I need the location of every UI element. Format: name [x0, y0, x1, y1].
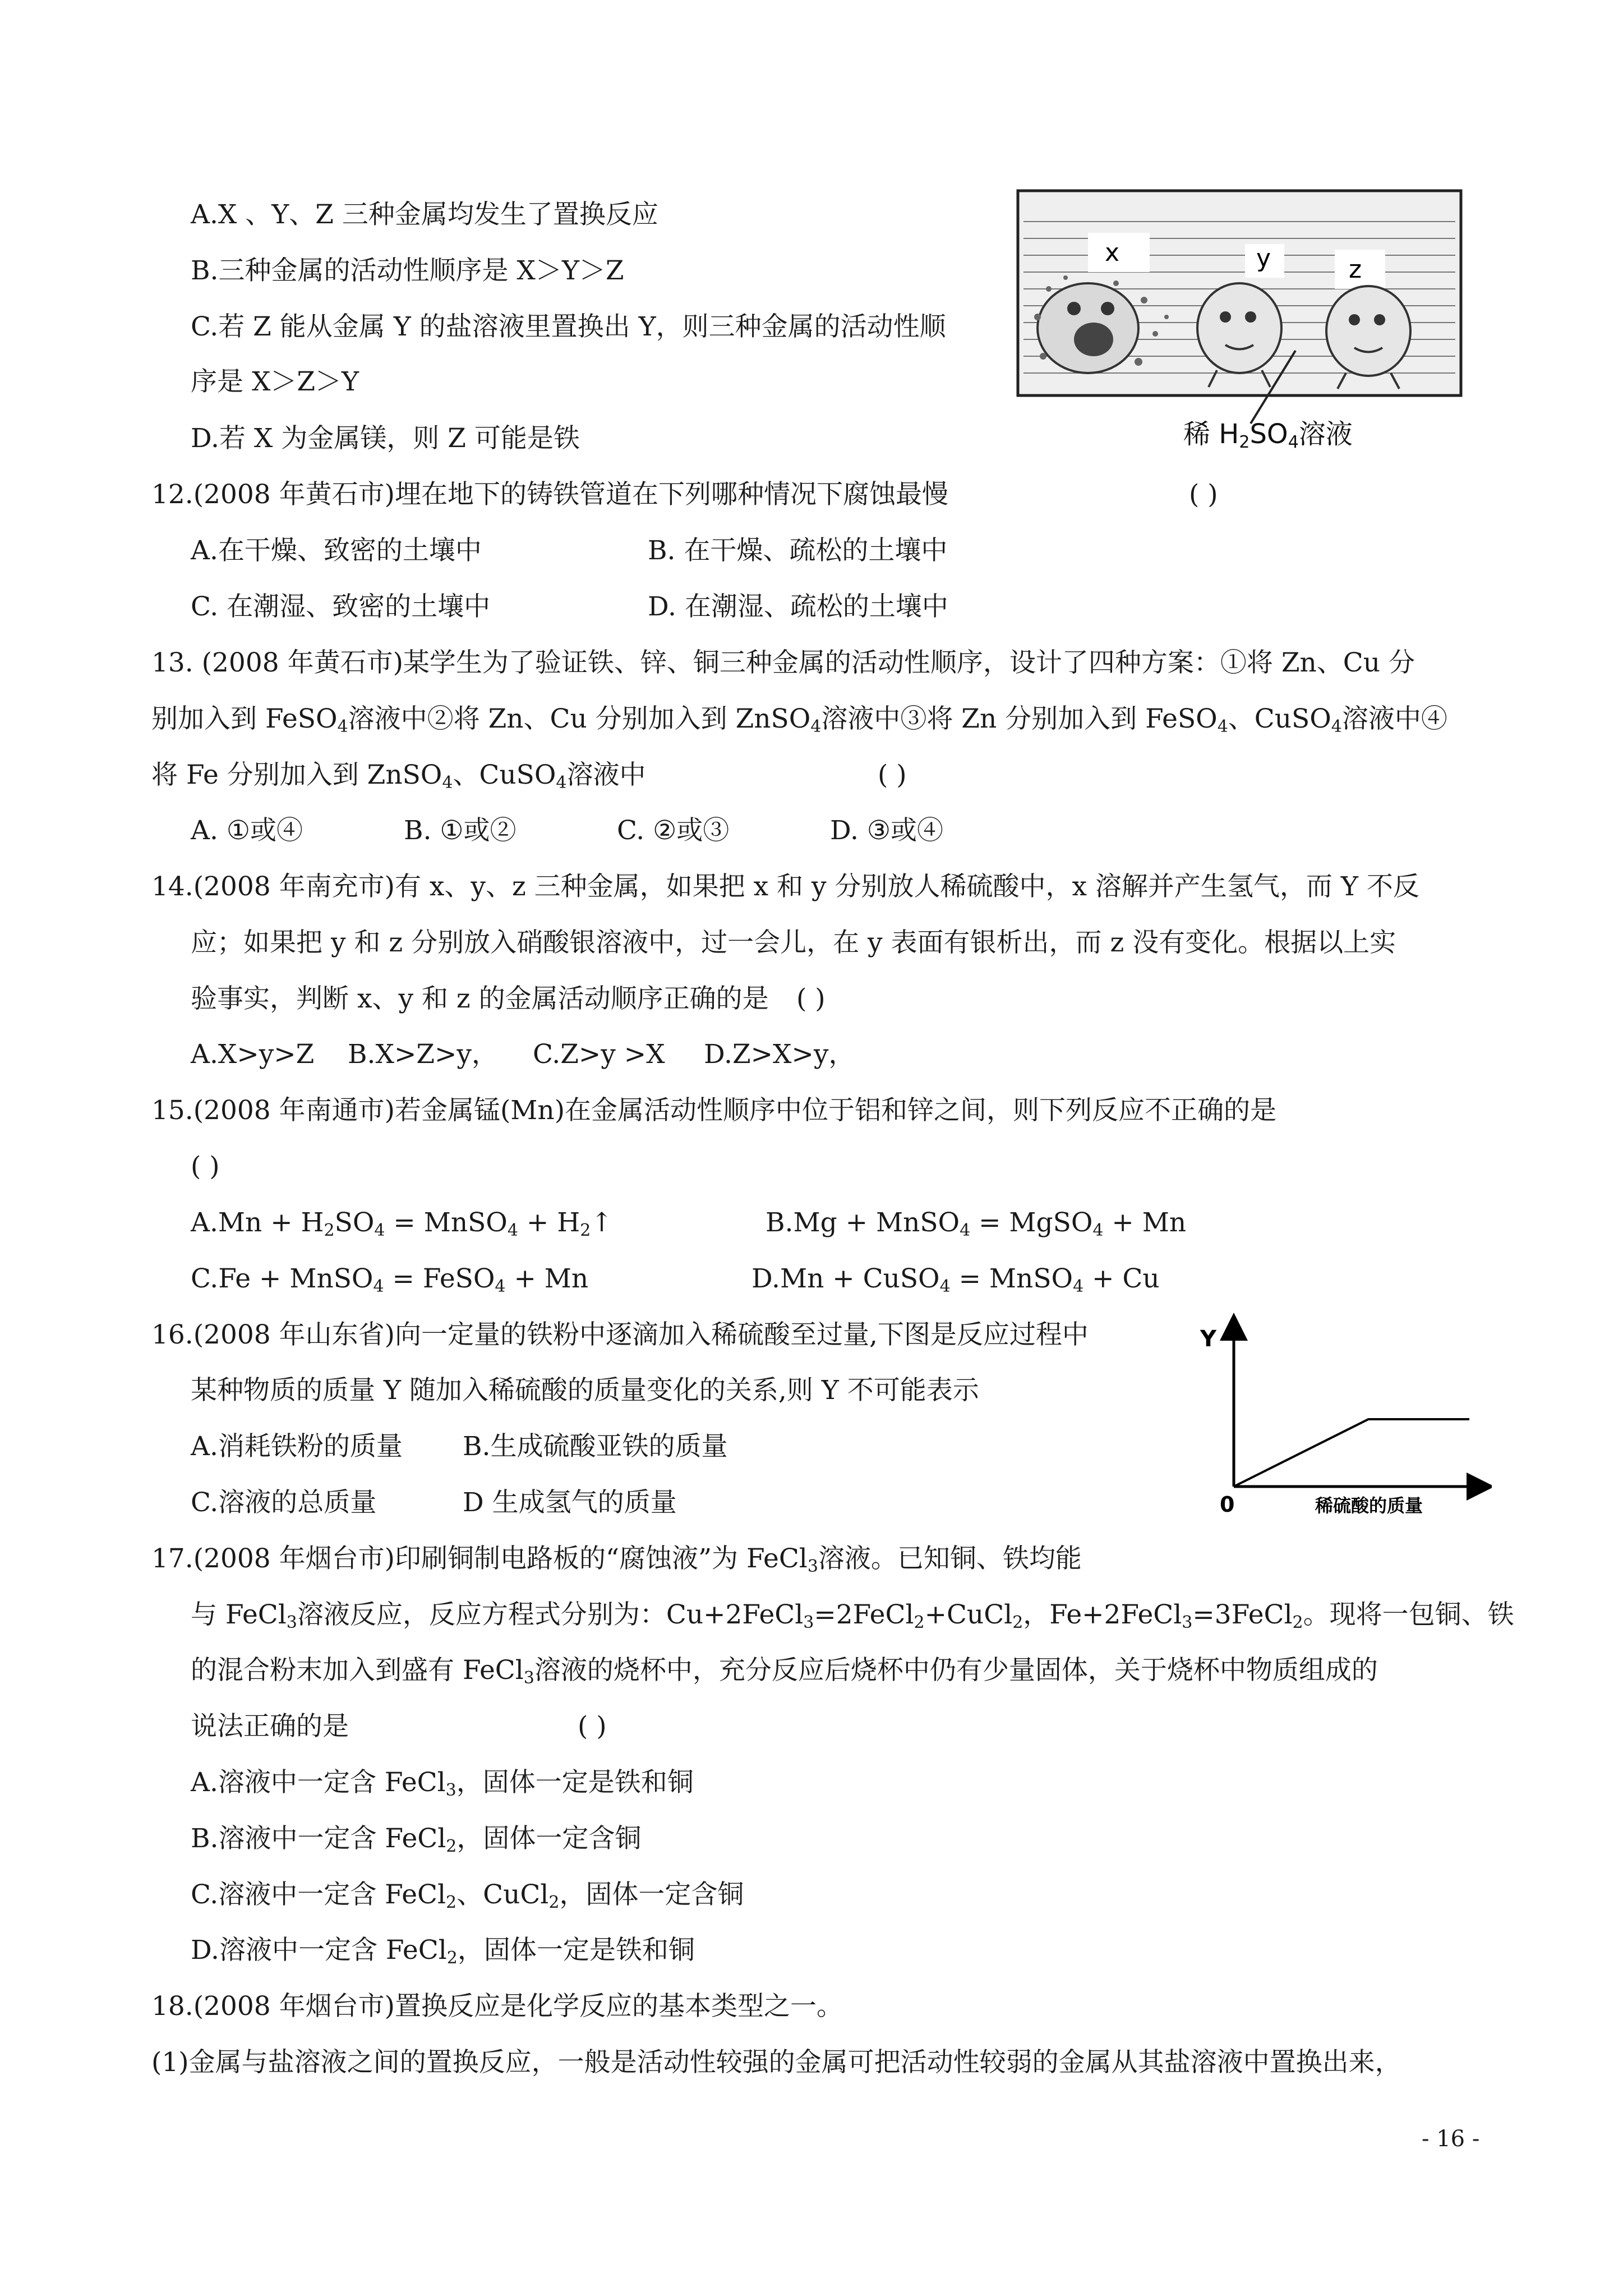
q13-line2: 别加入到 FeSO$_4$溶液中②将 Zn、Cu 分别加入到 ZnSO$_4$溶液中③将 Zn 分别加入到 FeSO$_4$、CuSO$_4$溶液中④ [151, 703, 1447, 737]
q15-option-a: $A.Mn + H_2SO_4$ = MnSO$_4$ + $H_2↑$ [191, 1207, 613, 1240]
graph-y-label: Y [1200, 1326, 1216, 1352]
q16-option-b: B.生成硫酸亚铁的质量 [463, 1431, 728, 1462]
q13-line1: 13. (2008 年黄石市)某学生为了验证铁、锌、铜三种金属的活动性顺序，设计了四种方案：①将 Zn、Cu 分 [151, 647, 1415, 678]
graph-origin-label: 0 [1220, 1492, 1235, 1517]
q16-line2: 某种物质的质量 Y 随加入稀硫酸的质量变化的关系,则 Y 不可能表示 [191, 1375, 979, 1406]
q11-option-b: B.三种金属的活动性顺序是 X＞Y＞Z [191, 255, 624, 286]
q16-option-a: A.消耗铁粉的质量 [191, 1431, 403, 1462]
q17-line2: 与 FeCl$_3$溶液反应，反应方程式分别为：Cu+2FeCl$_3$=2FeCl$_2$+CuCl$_2$，Fe+2FeCl$_3$=3FeCl$_2$。现将一包铜、铁 [191, 1599, 1514, 1632]
q17-line1: 17.(2008 年烟台市)印刷铜制电路板的“腐蚀液”为 FeCl$_3$溶液。已知铜、铁均能 [151, 1543, 1082, 1576]
q12-option-a: A.在干燥、致密的土壤中 [191, 535, 482, 566]
q11-option-a: A.X 、Y、Z 三种金属均发生了置换反应 [191, 199, 658, 230]
graph-x-label: 稀硫酸的质量 [1315, 1495, 1423, 1516]
metal-x-label: x [1105, 238, 1120, 267]
q17-line3: 的混合粉末加入到盛有 FeCl$_3$溶液的烧杯中，充分反应后烧杯中仍有少量固体，关于烧杯中物质组成的 [191, 1655, 1378, 1688]
q12-answer-bracket: ( ) [1189, 479, 1218, 510]
q13-line3: 将 Fe 分别加入到 ZnSO$_4$、CuSO$_4$溶液中 [151, 760, 646, 793]
q13-option-b: B. ①或② [404, 815, 517, 846]
acid-label: 稀 H2SO4溶液 [1183, 418, 1353, 452]
q15-option-d: D.Mn + CuSO$_4$ = MnSO$_4$ + Cu [751, 1263, 1160, 1296]
q18-line1: 18.(2008 年烟台市)置换反应是化学反应的基本类型之一。 [151, 1991, 843, 2022]
q16-graph [1200, 1313, 1492, 1526]
q14-option-d: D.Z>X>y， [704, 1039, 855, 1070]
q13-option-c: C. ②或③ [617, 815, 730, 846]
q15-option-c: C.Fe + MnSO$_4$ = FeSO$_4$ + Mn [191, 1263, 589, 1296]
q12-stem: 12.(2008 年黄石市)埋在地下的铸铁管道在下列哪种情况下腐蚀最慢 [151, 479, 948, 510]
q12-option-b: B. 在干燥、疏松的土壤中 [648, 535, 948, 566]
q13-option-d: D. ③或④ [830, 815, 944, 846]
q15-answer-bracket: ( ) [191, 1151, 220, 1182]
beaker-figure [1015, 188, 1464, 452]
q14-option-a: A.X>y>Z [191, 1039, 315, 1070]
q17-answer-bracket: ( ) [578, 1711, 607, 1742]
metal-y-label: y [1256, 244, 1271, 273]
q16-line1: 16.(2008 年山东省)向一定量的铁粉中逐滴加入稀硫酸至过量,下图是反应过程中 [151, 1319, 1089, 1350]
q14-option-b: B.X>Z>y， [348, 1039, 498, 1070]
q17-option-b: B.溶液中一定含 FeCl$_2$，固体一定含铜 [191, 1823, 642, 1856]
q17-option-c: C.溶液中一定含 FeCl$_2$、CuCl$_2$，固体一定含铜 [191, 1879, 744, 1912]
q16-option-d: D 生成氢气的质量 [463, 1487, 677, 1518]
q17-option-d: D.溶液中一定含 FeCl$_2$，固体一定是铁和铜 [191, 1935, 695, 1968]
q11-option-c-cont: 序是 X＞Z＞Y [191, 366, 359, 397]
q18-line2: (1)金属与盐溶液之间的置换反应，一般是活动性较强的金属可把活动性较弱的金属从其盐溶液中置换出来， [151, 2047, 1401, 2078]
q13-option-a: A. ①或④ [191, 815, 303, 846]
q13-answer-bracket: ( ) [878, 760, 907, 790]
q12-option-d: D. 在潮湿、疏松的土壤中 [648, 591, 948, 622]
q14-option-c: C.Z>y >X [533, 1039, 665, 1070]
q11-option-c: C.若 Z 能从金属 Y 的盐溶液里置换出 Y，则三种金属的活动性顺 [191, 311, 946, 342]
y-curve [1234, 1419, 1469, 1487]
metal-z-label: z [1349, 255, 1362, 284]
q17-option-a: A.溶液中一定含 FeCl$_3$，固体一定是铁和铜 [191, 1767, 694, 1800]
q17-line4: 说法正确的是 [191, 1711, 349, 1742]
q11-option-d: D.若 X 为金属镁，则 Z 可能是铁 [191, 423, 580, 454]
page-number: - 16 - [1422, 2126, 1480, 2152]
q14-answer-bracket: ( ) [796, 983, 826, 1014]
q14-line2: 应；如果把 y 和 z 分别放入硝酸银溶液中，过一会儿，在 y 表面有银析出，而 z 没有变化。根据以上实 [191, 927, 1396, 958]
q14-line3: 验事实，判断 x、y 和 z 的金属活动顺序正确的是 [191, 983, 769, 1014]
q14-line1: 14.(2008 年南充市)有 x、y、z 三种金属，如果把 x 和 y 分别放人稀硫酸中，x 溶解并产生氢气，而 Y 不反 [151, 871, 1419, 902]
q12-option-c: C. 在潮湿、致密的土壤中 [191, 591, 491, 622]
q15-option-b: B.Mg + MnSO$_4$ = MgSO$_4$ + Mn [766, 1207, 1187, 1240]
q16-option-c: C.溶液的总质量 [191, 1487, 377, 1518]
q15-line1: 15.(2008 年南通市)若金属锰(Mn)在金属活动性顺序中位于铝和锌之间，则下列反应不正确的是 [151, 1095, 1277, 1126]
